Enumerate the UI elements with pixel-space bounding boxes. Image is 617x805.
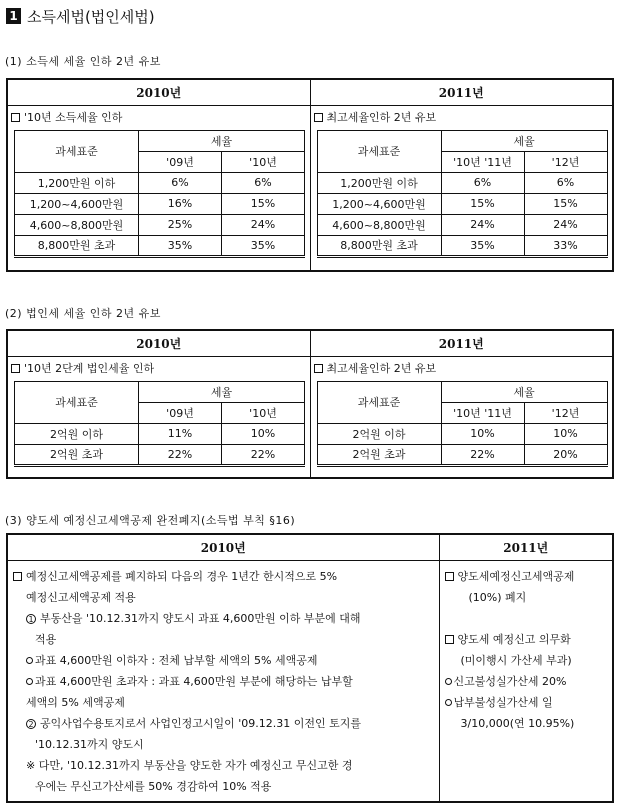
text-line	[13, 776, 435, 797]
text-line	[13, 566, 435, 587]
table-row	[317, 214, 607, 235]
bullet-circle-icon	[445, 678, 452, 685]
col-header-base: 과세표준	[15, 130, 139, 172]
row-rate: 35%	[441, 235, 524, 256]
row-rate: 10%	[441, 423, 524, 444]
row-rate: 10%	[524, 423, 607, 444]
section1-left-rate-table	[14, 130, 305, 258]
col-subheader: '12년	[524, 402, 607, 423]
text-line-content: 부동산을 '10.12.31까지 양도시 과표 4,600만원 이하 부분에 대해	[40, 611, 361, 625]
checkbox-icon	[445, 572, 454, 581]
text-line	[13, 587, 435, 608]
text-line-content: 3/10,000(연 10.95%)	[460, 716, 575, 730]
section1-left-year: 2010년	[7, 79, 310, 105]
col-subheader: '09년	[139, 151, 222, 172]
row-rate: 24%	[441, 214, 524, 235]
checkbox-icon	[11, 113, 20, 122]
section3-left-year: 2010년	[7, 534, 439, 560]
text-line	[445, 713, 609, 734]
section1-left-note-text: '10년 소득세율 인하	[24, 110, 123, 124]
row-base: 4,600~8,800만원	[15, 214, 139, 235]
col-subheader: '10년 '11년	[441, 402, 524, 423]
section3-right-content	[439, 560, 613, 802]
row-rate: 15%	[222, 193, 305, 214]
row-base: 8,800만원 초과	[317, 235, 441, 256]
text-line	[445, 692, 609, 713]
text-line	[13, 608, 435, 629]
text-line-content: 양도세예정신고세액공제	[457, 569, 575, 583]
circled-number-icon: 1	[26, 614, 36, 624]
section1-title: (1) 소득세 세율 인하 2년 유보	[5, 55, 161, 68]
row-rate: 15%	[524, 193, 607, 214]
section2-left-note	[8, 357, 310, 375]
row-rate: 24%	[222, 214, 305, 235]
row-rate: 6%	[441, 172, 524, 193]
row-rate: 22%	[222, 444, 305, 465]
text-line	[445, 671, 609, 692]
col-subheader: '10년	[222, 402, 305, 423]
checkbox-icon	[445, 635, 454, 644]
row-base: 2억원 이하	[317, 423, 441, 444]
row-rate: 22%	[139, 444, 222, 465]
section2-title: (2) 법인세 세율 인하 2년 유보	[5, 307, 161, 320]
row-rate: 6%	[524, 172, 607, 193]
section2-right-cell	[310, 356, 613, 478]
section2-table	[6, 329, 614, 479]
text-line-content: 적용	[35, 632, 57, 646]
row-base: 1,200~4,600만원	[15, 193, 139, 214]
section1-right-note-text: 최고세율인하 2년 유보	[326, 110, 437, 124]
row-base: 2억원 이하	[15, 423, 139, 444]
text-line	[445, 629, 609, 650]
text-line-content: 우에는 무신고가산세를 50% 경감하여 10% 적용	[35, 779, 272, 793]
table-row	[317, 444, 607, 465]
section2-right-rate-table	[317, 381, 608, 467]
text-line	[445, 587, 609, 608]
bullet-circle-icon	[26, 657, 33, 664]
row-base: 1,200만원 이하	[15, 172, 139, 193]
table-row	[317, 172, 607, 193]
row-rate: 35%	[222, 235, 305, 256]
row-rate: 11%	[139, 423, 222, 444]
text-line-content: '10.12.31까지 양도시	[35, 737, 144, 751]
text-line-content: 예정신고세액공제 적용	[26, 590, 136, 604]
text-line-content: 납부불성실가산세 일	[453, 695, 553, 709]
table-row	[317, 423, 607, 444]
section1-right-rate-table	[317, 130, 608, 258]
table-row	[15, 172, 305, 193]
row-rate: 35%	[139, 235, 222, 256]
table-row	[317, 193, 607, 214]
section2-right-year: 2011년	[310, 330, 613, 356]
section3-right-year: 2011년	[439, 534, 613, 560]
section2-left-note-text: '10년 2단계 법인세율 인하	[24, 361, 155, 375]
row-base: 2억원 초과	[317, 444, 441, 465]
row-base: 1,200만원 이하	[317, 172, 441, 193]
table-row	[15, 214, 305, 235]
text-line	[13, 692, 435, 713]
col-header-base: 과세표준	[317, 130, 441, 172]
section1-right-cell	[310, 105, 613, 271]
text-line	[445, 650, 609, 671]
section1-right-note	[311, 106, 613, 124]
text-line-content: 양도세 예정신고 의무화	[457, 632, 571, 646]
section3-title: (3) 양도세 예정신고세액공제 완전폐지(소득법 부칙 §16)	[5, 514, 296, 527]
text-line	[13, 734, 435, 755]
col-header-rate: 세율	[441, 381, 607, 402]
heading-number: 1	[6, 8, 21, 24]
col-header-rate: 세율	[441, 130, 607, 151]
row-base: 8,800만원 초과	[15, 235, 139, 256]
table-row	[15, 444, 305, 465]
row-rate: 6%	[139, 172, 222, 193]
checkbox-icon	[13, 572, 22, 581]
section2-left-year: 2010년	[7, 330, 310, 356]
row-base: 4,600~8,800만원	[317, 214, 441, 235]
col-header-base: 과세표준	[317, 381, 441, 423]
col-subheader: '10년	[222, 151, 305, 172]
section1-left-cell	[7, 105, 310, 271]
checkbox-icon	[314, 113, 323, 122]
page-title: 소득세법(법인세법)	[27, 7, 155, 26]
row-base: 2억원 초과	[15, 444, 139, 465]
section1-table	[6, 78, 614, 272]
row-rate: 22%	[441, 444, 524, 465]
col-subheader: '10년 '11년	[441, 151, 524, 172]
text-line	[445, 566, 609, 587]
section1-left-note	[8, 106, 310, 124]
checkbox-icon	[11, 364, 20, 373]
row-base: 1,200~4,600만원	[317, 193, 441, 214]
row-rate: 25%	[139, 214, 222, 235]
section2-left-cell	[7, 356, 310, 478]
section2-right-note-text: 최고세율인하 2년 유보	[326, 361, 437, 375]
text-line-content: (10%) 폐지	[468, 590, 527, 604]
section1-right-year: 2011년	[310, 79, 613, 105]
table-row	[15, 235, 305, 256]
row-rate: 24%	[524, 214, 607, 235]
text-line	[13, 650, 435, 671]
table-row	[15, 423, 305, 444]
page-heading	[6, 6, 155, 26]
bullet-circle-icon	[445, 699, 452, 706]
col-header-rate: 세율	[139, 130, 305, 151]
checkbox-icon	[314, 364, 323, 373]
text-line	[13, 755, 435, 776]
section2-left-rate-table	[14, 381, 305, 467]
table-row	[317, 235, 607, 256]
col-header-rate: 세율	[139, 381, 305, 402]
text-line-content: 세액의 5% 세액공제	[26, 695, 125, 709]
section3-left-content	[7, 560, 439, 802]
row-rate: 6%	[222, 172, 305, 193]
bullet-circle-icon	[26, 678, 33, 685]
text-line-content: 과표 4,600만원 이하자 : 전체 납부할 세액의 5% 세액공제	[35, 653, 318, 667]
row-rate: 33%	[524, 235, 607, 256]
col-header-base: 과세표준	[15, 381, 139, 423]
text-line-content: (미이행시 가산세 부과)	[460, 653, 572, 667]
row-rate: 15%	[441, 193, 524, 214]
section2-right-note	[311, 357, 613, 375]
text-line-content: 예정신고세액공제를 폐지하되 다음의 경우 1년간 한시적으로 5%	[26, 569, 338, 583]
row-rate: 20%	[524, 444, 607, 465]
row-rate: 10%	[222, 423, 305, 444]
table-row	[15, 193, 305, 214]
text-line	[13, 671, 435, 692]
row-rate: 16%	[139, 193, 222, 214]
text-line	[13, 629, 435, 650]
note-mark: ※	[26, 758, 36, 772]
section3-table	[6, 533, 614, 803]
text-line-content: 과표 4,600만원 초과자 : 과표 4,600만원 부분에 해당하는 납부할	[35, 674, 353, 688]
text-line-content: 신고불성실가산세 20%	[453, 674, 567, 688]
text-line-content: 공익사업수용토지로서 사업인정고시일이 '09.12.31 이전인 토지를	[40, 716, 362, 730]
text-line	[13, 713, 435, 734]
text-line-content: 다만, '10.12.31까지 부동산을 양도한 자가 예정신고 무신고한 경	[38, 758, 353, 772]
spacer	[445, 608, 609, 629]
circled-number-icon: 2	[26, 719, 36, 729]
col-subheader: '09년	[139, 402, 222, 423]
col-subheader: '12년	[524, 151, 607, 172]
